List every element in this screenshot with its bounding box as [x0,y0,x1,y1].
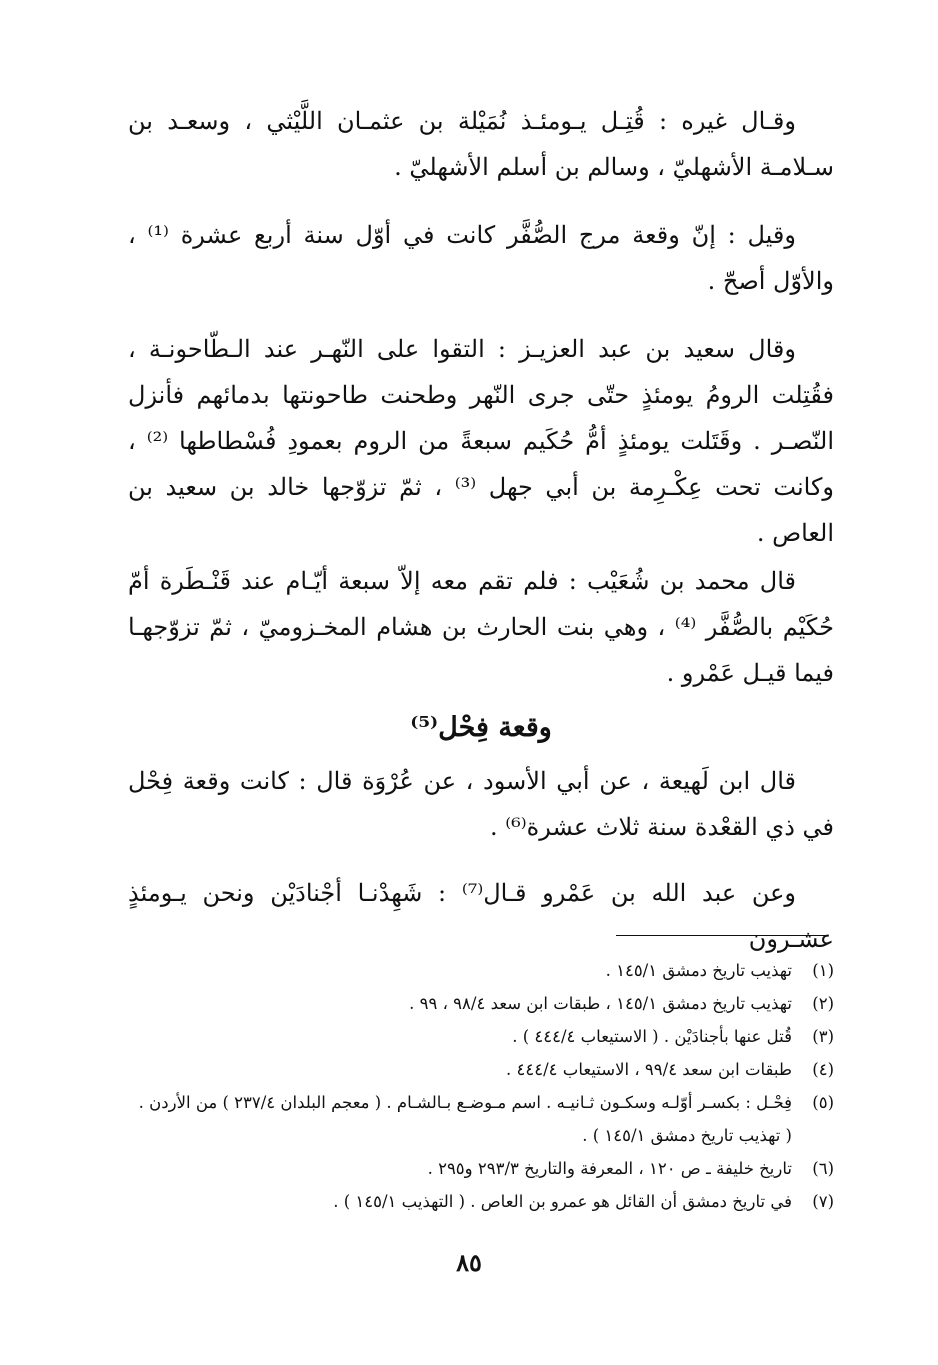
footnote-text: طبقات ابن سعد ٩٩/٤ ، الاستيعاب ٤٤٤/٤ . [506,1060,792,1079]
footnote-separator [616,935,826,936]
paragraph-1: وقـال غيره : قُتِـل يـومئـذ نُمَيْلة بن عثمـان اللَّيْثي ، وسعـد بن سـلامـة الأشهليّ ، وسالم بن أسلم الأشهليّ . [128,107,834,181]
footnote-5 [128,1086,834,1152]
section-heading: وقعة فِحْل⁽⁵⁾ [410,712,552,743]
footnote-1 [128,954,834,987]
footnote-4 [128,1053,834,1086]
footnote-2 [128,987,834,1020]
footnote-number: (١) [812,961,834,980]
page-number: ٨٥ [456,1248,482,1277]
paragraph-5: قال ابن لَهيعة ، عن أبي الأسود ، عن عُرْوَة قال : كانت وقعة فِحْل في ذي القعْدة سنة ثلاث عشرة⁽⁶⁾ . [128,767,834,841]
main-text-upper [128,98,834,696]
footnote-number: (٢) [812,994,834,1013]
footnote-number: (٣) [812,1027,834,1046]
footnote-text: في تاريخ دمشق أن القائل هو عمرو بن العاص . ( التهذيب ١٤٥/١ ) . [333,1192,792,1211]
main-text-lower [128,758,834,962]
footnote-number: (٦) [812,1159,834,1178]
footnote-number: (٤) [812,1060,834,1079]
footnote-number: (٧) [812,1192,834,1211]
footnote-text: قُتل عنها بأجنادَيْن . ( الاستيعاب ٤٤٤/٤ ) . [512,1027,792,1046]
footnote-number: (٥) [812,1093,834,1112]
footnote-text: تهذيب تاريخ دمشق ١٤٥/١ . [605,961,792,980]
footnote-text: تاريخ خليفة ـ ص ١٢٠ ، المعرفة والتاريخ ٢٩٣/٣ و٢٩٥ . [427,1159,792,1178]
footnotes [128,954,834,1218]
paragraph-2: وقيل : إنّ وقعة مرج الصُّفَّر كانت في أوّل سنة أربع عشرة ⁽¹⁾ ، والأوّل أصحّ . [128,221,834,295]
footnote-7 [128,1185,834,1218]
paragraph-6: وعن عبد الله بن عَمْرو قـال⁽⁷⁾ : شَهِدْنـا أجْنادَيْن ونحن يـومئذٍ عشـرون [128,879,834,953]
footnote-text: فِحْـل : بكسـر أوّلـه وسكـون ثـانيـه . اسم مـوضـع بـالشـام . ( معجم البلدان ٢٣٧/٤ ) من الأردن . ( تهذيب تاريخ دمشق ١٤٥/١ ) . [138,1093,792,1145]
footnote-3 [128,1020,834,1053]
footnote-text: تهذيب تاريخ دمشق ١٤٥/١ ، طبقات ابن سعد ٩٨/٤ ، ٩٩ . [409,994,792,1013]
paragraph-3: وقال سعيد بن عبد العزيـز : التقوا على النّهـر عند الـطّاحونـة ، فقُتِلت الرومُ يومئذٍ حتّى جرى النّهر وطحنت طاحونتها بدمائهم فأنزل النّصـر . وقَتَلت يومئذٍ أمُّ حُكَيم سبعةً من الروم بعمودِ فُسْطاطها ⁽²⁾ ، وكانت تحت عِكْـرِمة بن أبي جهل ⁽³⁾ ، ثمّ تزوّجها خالد بن سعيد بن العاص . [128,335,835,547]
footnote-6 [128,1152,834,1185]
paragraph-4: قال محمد بن شُعَيْب : فلم تقم معه إلاّ سبعة أيّـام عند قَنْـطَرة أمّ حُكَيْم بالصُّفَّر ⁽⁴⁾ ، وهي بنت الحارث بن هشام المخـزوميّ ، ثمّ تزوّجهـا فيما قيـل عَمْرو . [128,567,834,687]
